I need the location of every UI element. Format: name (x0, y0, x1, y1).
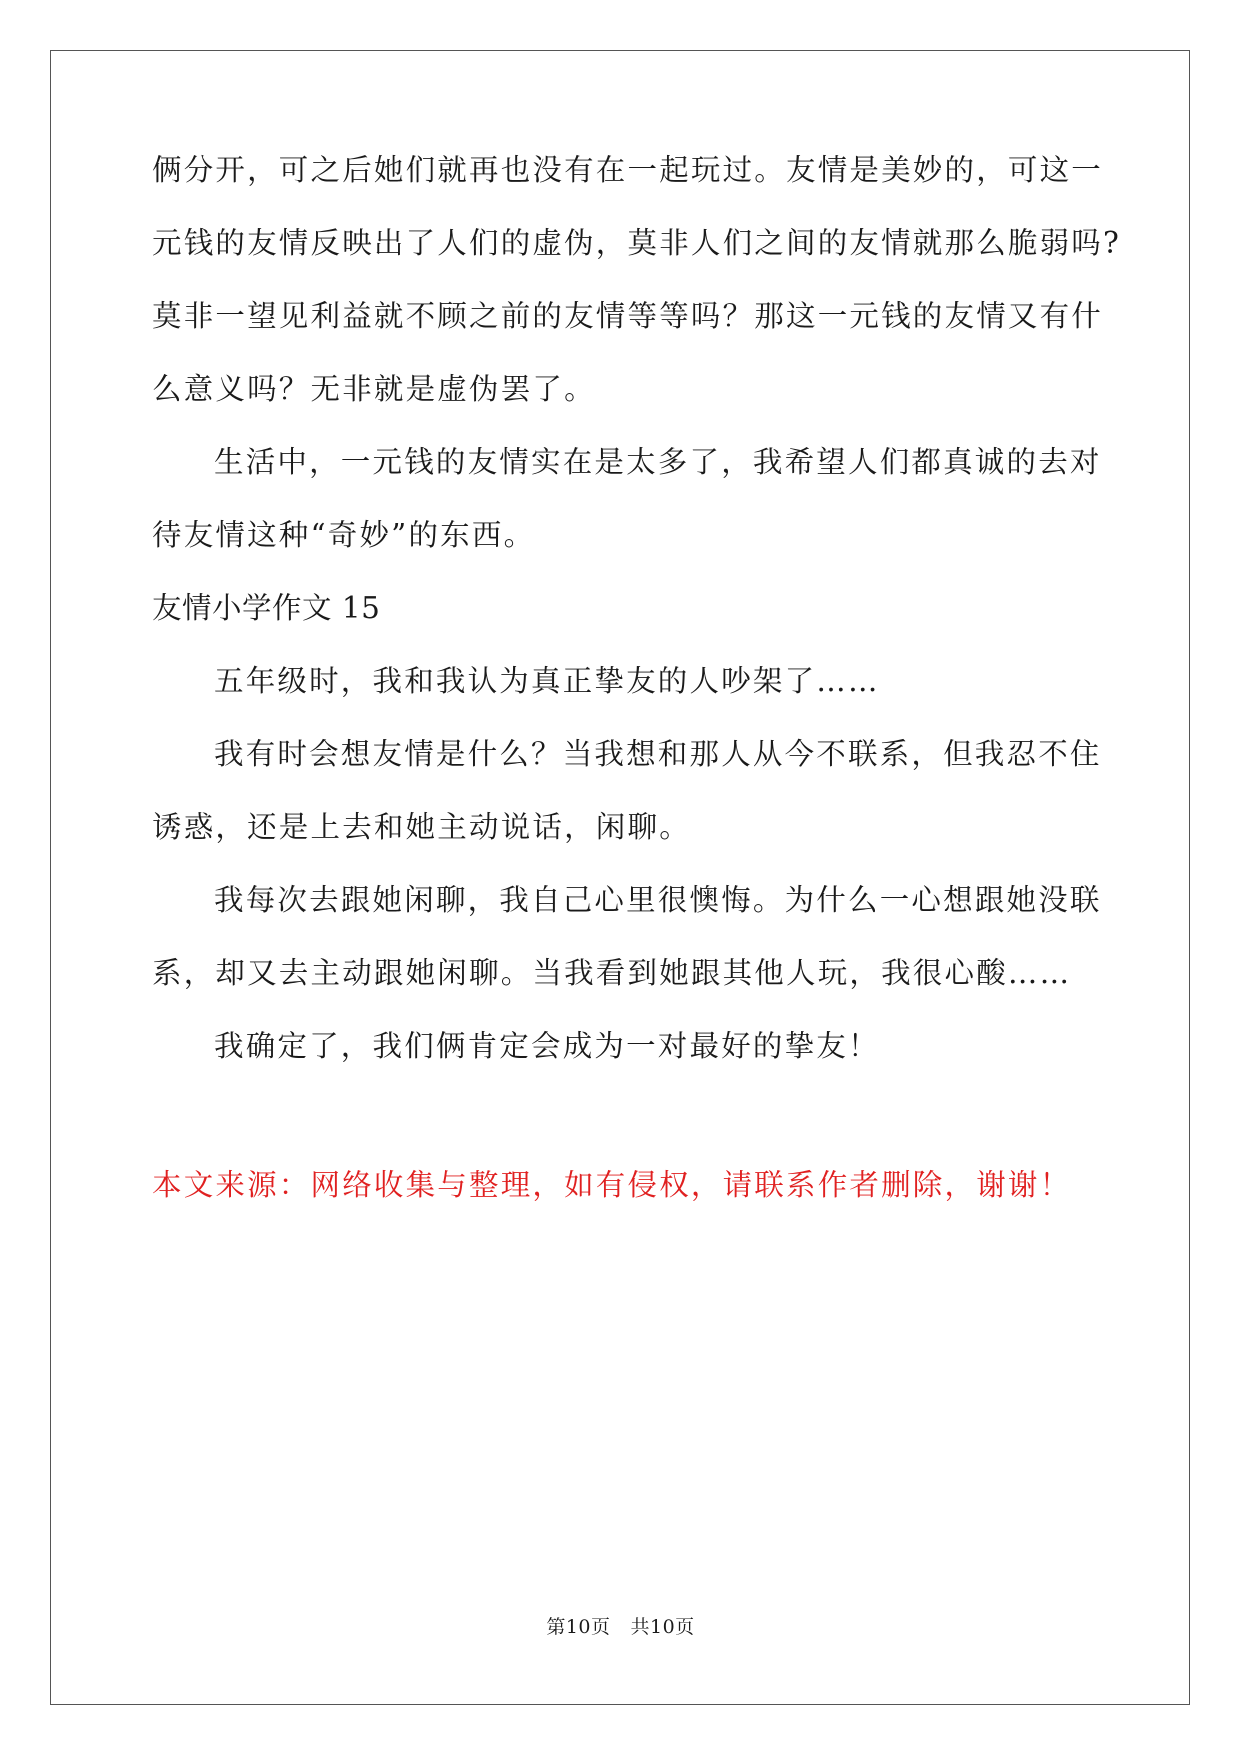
paragraph-line: 五年级时，我和我认为真正挚友的人吵架了…… (214, 664, 880, 698)
paragraph-line: 俩分开，可之后她们就再也没有在一起玩过。友情是美妙的，可这一 (152, 153, 1104, 187)
section-heading: 友情小学作文 15 (152, 591, 381, 625)
paragraph-line: 待友情这种“奇妙”的东西。 (152, 518, 536, 552)
page-number: 第10页 (546, 1616, 611, 1638)
page-footer (0, 1614, 1241, 1640)
paragraph-line: 我有时会想友情是什么？当我想和那人从今不联系，但我忍不住 (214, 737, 1102, 771)
paragraph-line: 我确定了，我们俩肯定会成为一对最好的挚友！ (214, 1029, 880, 1063)
paragraph-line: 元钱的友情反映出了人们的虚伪，莫非人们之间的友情就那么脆弱吗? (152, 226, 1122, 260)
paragraph-line: 系，却又去主动跟她闲聊。当我看到她跟其他人玩，我很心酸…… (152, 956, 1072, 990)
paragraph-line: 么意义吗？无非就是虚伪罢了。 (152, 372, 596, 406)
paragraph-line: 诱惑，还是上去和她主动说话，闲聊。 (152, 810, 691, 844)
paragraph-line: 莫非一望见利益就不顾之前的友情等等吗？那这一元钱的友情又有什 (152, 299, 1104, 333)
paragraph-line: 生活中，一元钱的友情实在是太多了，我希望人们都真诚的去对 (214, 445, 1102, 479)
copyright-notice: 本文来源：网络收集与整理，如有侵权，请联系作者删除，谢谢！ (152, 1168, 1072, 1202)
paragraph-line: 我每次去跟她闲聊，我自己心里很懊悔。为什么一心想跟她没联 (214, 883, 1102, 917)
page-total: 共10页 (630, 1616, 695, 1638)
